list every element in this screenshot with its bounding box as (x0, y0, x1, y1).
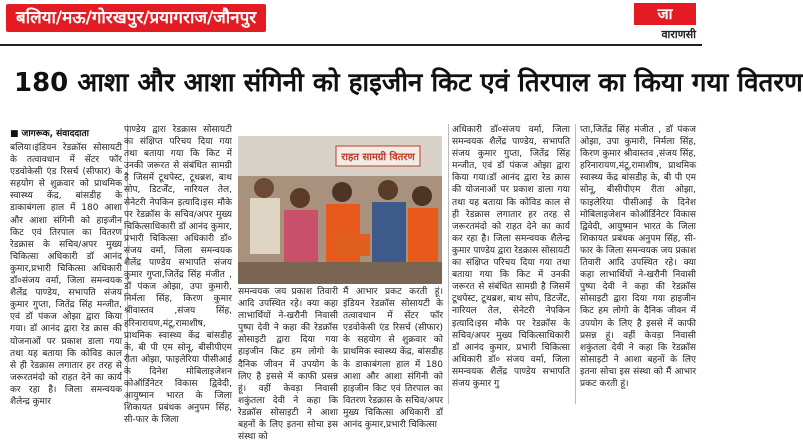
article-column-3-bottom: मैं आभार प्रकट करती हूं।इंडियन रेडक्रॉस सोसायटी के तत्वावधान में सेंटर फॉर एडवोकेसी एंड रिसर्च (सीफार) के सहयोग से शुक्रवार को प्राथमिक स्वास्थ्य केंद्र, बांसडीह के डाकाबंगला हाल में 180 आशा और आशा संगिनी को हाइजीन किट एवं तिरपाल का वितरण रेडक्रास के सचिव/अपर मुख्य चिकित्सा अधिकारी डॉ आनंद कुमार,प्रभारी चिकित्सा (343, 287, 443, 431)
column-divider (448, 124, 449, 404)
newspaper-logo: जा (634, 3, 696, 25)
byline (10, 126, 89, 139)
article-column-4: अधिकारी डॉ०संजय वर्मा, जिला समन्वयक शैलेंद्र पाण्डेय, सभापति संजय कुमार गुप्ता, जितेंद्र सिंह मन्जीत, एवं डॉ पंकज ओझा द्वारा किया गया।डॉ आनंद द्वारा रेड क्रास की योजनाओं पर प्रकाश डाला गया तथा यह बताया कि कोविड काल से ही रेडक्रास लगातार हर तरह से जरूरतमंदो को राहत देने का कार्य कर रहा है। जिला समन्वयक शैलेन्द्र कुमार पाण्डेय द्वारा रेडक्रास सोसायटी का संक्षिप्त परिचय दिया गया तथा बताया गया कि किट में उनकी जरूरत से संबंधित सामग्री है जिसमें टूथपेस्ट, टूथब्रश, बाथ सोप, डिटर्जेंट, नारियल तेल, सेनेटरी नेपकिन इत्यादि।इस मौके पर रेडक्रॉस के सचिव/अपर मुख्य चिकित्साधिकारी डॉ आनंद कुमार, प्रभारी चिकित्सा अधिकारी डॉ० संजय वर्मा, जिला समन्वयक शैलेंद्र पाण्डेय सभापति संजय कुमार गु (452, 125, 570, 389)
byline-text: जागरूक, संवाददाता (21, 129, 89, 139)
byline-bullet-icon: ■ (10, 129, 22, 139)
article-column-2-top: पाण्डेय द्वारा रेडक्रास सोसायटी का संक्षिप्त परिचय दिया गया तथा बताया गया कि किट में उनकी जरूरत से संबंधित सामग्री है जिसमें टूथपेस्ट, टूथब्रश, बाथ सोप, डिटर्जेंट, नारियल तेल, सेनेटरी नेपकिन इत्यादि।इस मौके पर रेडक्रॉस के सचिव/अपर मुख्य चिकित्साधिकारी डॉ आनंद कुमार, प्रभारी चिकित्सा अधिकारी डॉ० संजय वर्मा, जिला समन्वयक शैलेंद्र पाण्डेय सभापति संजय कुमार गुप्ता,जितेंद्र सिंह मंजीत , डॉ पंकज ओझा, उपा कुमारी, निर्मला सिंह, किरण कुमार श्रीवास्तव ,संजय सिंह, हरिनारायण,मंटू,रामाशीष, प्राथमिक स्वास्थ्य केंद्र बांसडीह के, बी पी एम सोनू, बीसीपीएम रीता ओझा, फाइलेरिया पीसीआई के दिनेश मोबिलाइजेशन कोऑर्डिनेटर विकास द्विवेदी, आयुष्मान भारत के जिला शिकायत प्रबंधक अनुपम सिंह, सी-फार के जिला (124, 125, 232, 426)
article-column-2-bottom: समन्वयक जय प्रकाश तिवारी आदि उपस्थित रहे। क्या कहा लाभार्थियों ने-खरौनी निवासी पुष्पा देवी ने कहा की रेडक्रॉस सोसाइटी द्वारा दिया गया हाइजीन किट हम लोगो के दैनिक जीवन में उपयोग के लिए है इससे में काफी प्रसन्न हूं। वहीं केवड़ा निवासी शकुंतला देवी ने कहा कि रेडक्रॉस सोसाइटी ने आशा बहनों के लिए इतना सोचा इस संस्था को (238, 287, 338, 443)
edition-label: वाराणसी (661, 28, 696, 41)
banner-text: राहत सामग्री वितरण (341, 152, 415, 163)
article-column-1: बलिया।इंडियन रेडक्रॉस सोसायटी के तत्वावधान में सेंटर फॉर एडवोकेसी एंड रिसर्च (सीफार) के सहयोग से शुक्रवार को प्राथमिक स्वास्थ्य केंद्र, बांसडीह के डाकाबंगला हाल में 180 आशा और आशा संगिनी को हाइजीन किट एवं तिरपाल का वितरण रेडक्रास के सचिव/अपर मुख्य चिकित्सा अधिकारी डॉ आनंद कुमार,प्रभारी चिकित्सा अधिकारी डॉ०संजय वर्मा, जिला समन्वयक शैलेंद्र पाण्डेय, सभापति संजय कुमार गुप्ता, जितेंद्र सिंह मन्जीत, एवं डॉ पंकज ओझा द्वारा किया गया। डॉ आनंद द्वारा रेड क्रास की योजनाओं पर प्रकाश डाला गया तथा यह बताया कि कोविड काल से ही रेडक्रास लगातार हर तरह से जरूरतमंदो को राहत देने का कार्य कर रहा है। जिला समन्वयक शैलेन्द्र कुमार (10, 143, 122, 407)
article-column-5: प्ता,जितेंद्र सिंह मंजीत , डॉ पंकज ओझा, उपा कुमारी, निर्मला सिंह, किरण कुमार श्रीवास्तव ,संजय सिंह, हरिनारायण,मंटू,रामाशीष, प्राथमिक स्वास्थ्य केंद्र बांसडीह के, बी पी एम सोनू, बीसीपीएम रीता ओझा, फाइलेरिया पीसीआई के दिनेश मोबिलाइजेशन कोऑर्डिनेटर विकास द्विवेदी, आयुष्मान भारत के जिला शिकायत प्रबंधक अनुपम सिंह, सी-फार के जिला समन्वयक जय प्रकाश तिवारी आदि उपस्थित रहे। क्या कहा लाभार्थियों ने-खरौनी निवासी पुष्पा देवी ने कहा की रेडक्रॉस सोसाइटी द्वारा दिया गया हाइजीन किट हम लोगो के दैनिक जीवन में उपयोग के लिए है इससे में काफी प्रसन्न हूं। वहीं केवड़ा निवासी शकुंतला देवी ने कहा कि रेडक्रॉस सोसाइटी ने आशा बहनों के लिए इतना सोचा इस संस्था को मैं आभार प्रकट करती हूं। (580, 125, 696, 389)
column-divider (575, 124, 576, 404)
masthead (0, 0, 702, 42)
headline: 180 आशा और आशा संगिनी को हाइजीन किट एवं तिरपाल का किया गया वितरण (14, 68, 803, 98)
section-title: बलिया/मऊ/गोरखपुर/प्रयागराज/जौनपुर (6, 4, 266, 32)
header-rule (0, 44, 702, 46)
event-photo (238, 136, 442, 284)
event-photo-image (238, 136, 442, 284)
